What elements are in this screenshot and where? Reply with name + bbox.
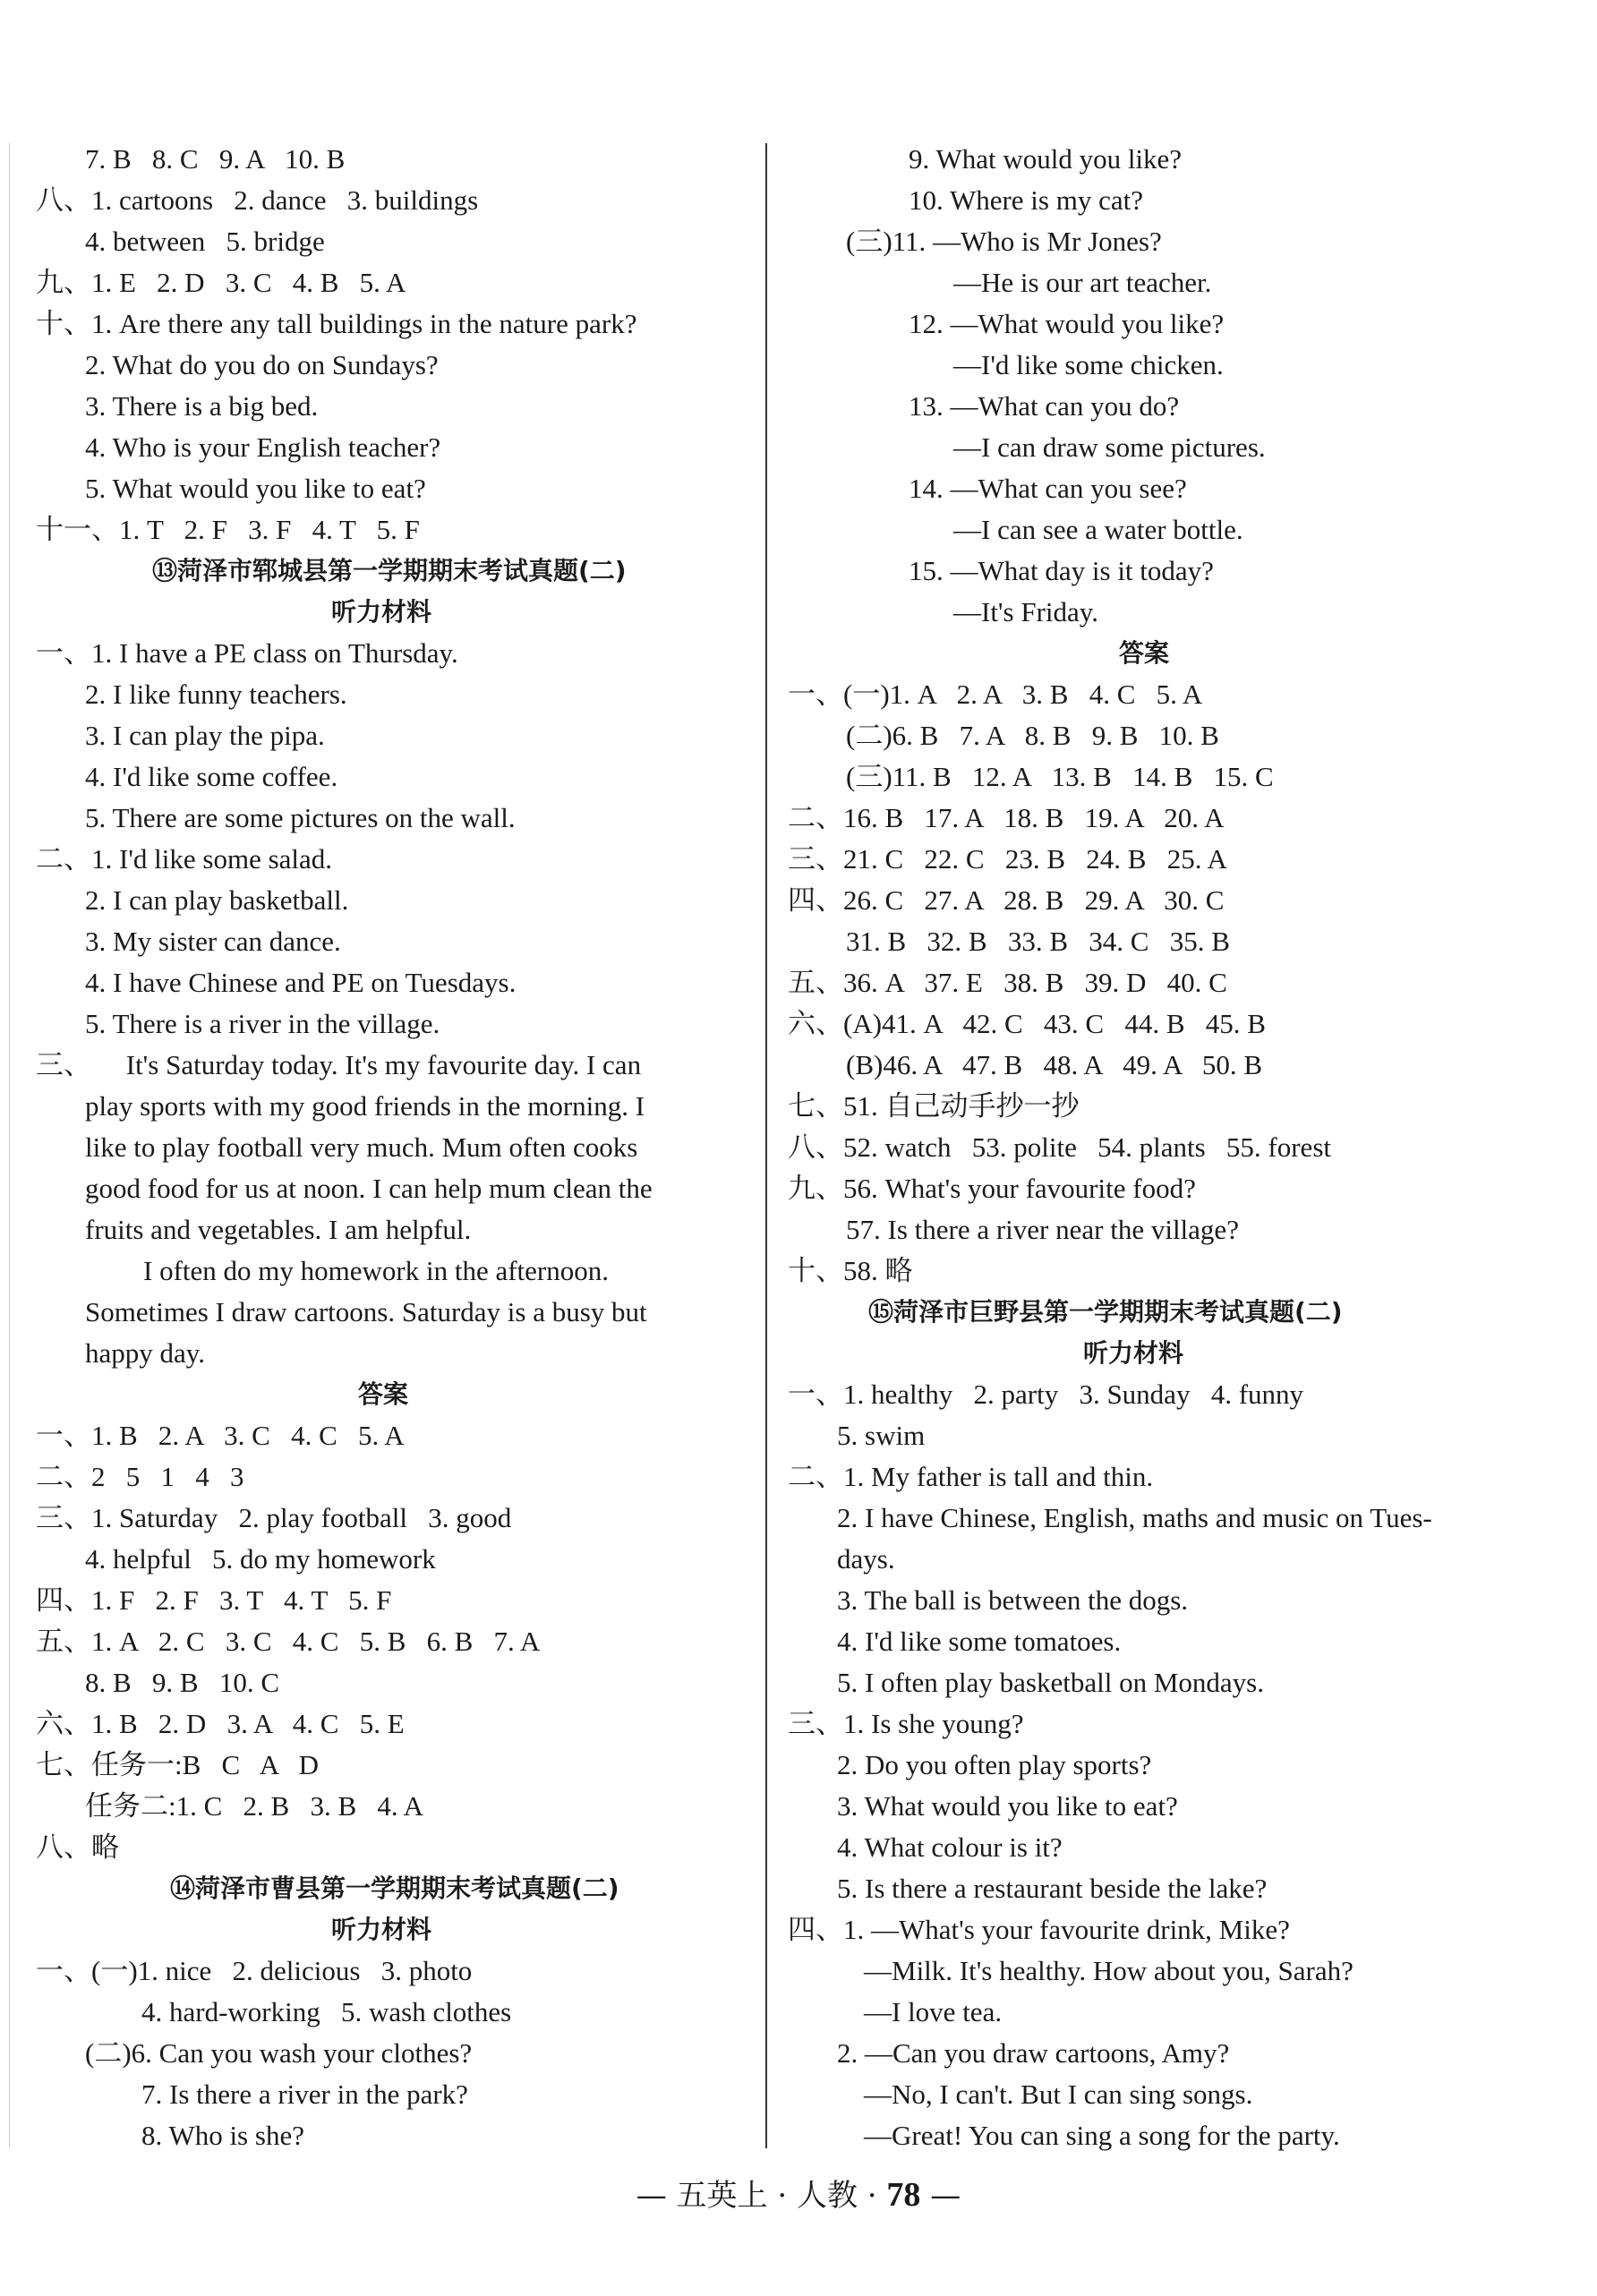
text-line: like to play football very much. Mum often cooks <box>85 1131 638 1163</box>
text-line: 九、1. E 2. D 3. C 4. B 5. A <box>36 267 406 298</box>
text-line: 9. What would you like? <box>909 143 1183 175</box>
text-line: 5. I often play basketball on Mondays. <box>837 1667 1264 1698</box>
section-heading: 听力材料 <box>331 1915 432 1944</box>
text-line: 二、16. B 17. A 18. B 19. A 20. A <box>788 802 1225 833</box>
text-line: —No, I can't. But I can sing songs. <box>864 2078 1253 2110</box>
text-line: 5. There is a river in the village. <box>85 1008 440 1039</box>
text-line: —I can see a water bottle. <box>953 514 1243 545</box>
text-line: 五、1. A 2. C 3. C 4. C 5. B 6. B 7. A <box>36 1626 541 1657</box>
text-line: 4. I have Chinese and PE on Tuesdays. <box>85 967 517 998</box>
text-line: 四、1. F 2. F 3. T 4. T 5. F <box>36 1584 392 1616</box>
text-line: 八、1. cartoons 2. dance 3. buildings <box>36 184 479 216</box>
section-heading: 听力材料 <box>331 597 432 627</box>
text-line: 4. What colour is it? <box>837 1831 1063 1863</box>
text-line: I often do my homework in the afternoon. <box>143 1255 609 1286</box>
text-line: 14. —What can you see? <box>909 473 1187 504</box>
text-line: 4. I'd like some tomatoes. <box>837 1626 1122 1657</box>
text-line: 12. —What would you like? <box>909 308 1225 339</box>
text-line: Sometimes I draw cartoons. Saturday is a busy but <box>85 1296 647 1327</box>
text-line: 一、(一)1. A 2. A 3. B 4. C 5. A <box>788 679 1203 710</box>
footer-book-label: — 五英上 · 人教 · <box>636 2178 877 2214</box>
text-line: (三)11. —Who is Mr Jones? <box>846 226 1162 257</box>
column-divider <box>765 143 767 2148</box>
left-margin-rule <box>9 143 10 2148</box>
text-line: 三、21. C 22. C 23. B 24. B 25. A <box>788 843 1227 875</box>
text-line: 八、略 <box>36 1831 119 1863</box>
text-line: 三、1. Saturday 2. play football 3. good <box>36 1502 512 1533</box>
text-line: play sports with my good friends in the morning. I <box>85 1090 645 1122</box>
text-line: 2. I can play basketball. <box>85 884 349 916</box>
text-line: happy day. <box>85 1337 206 1369</box>
text-line: 任务二:1. C 2. B 3. B 4. A <box>85 1790 424 1822</box>
text-line: 3. My sister can dance. <box>85 926 341 957</box>
text-line: 六、1. B 2. D 3. A 4. C 5. E <box>36 1708 405 1739</box>
text-line: days. <box>837 1543 895 1575</box>
text-line: —It's Friday. <box>953 596 1099 627</box>
text-line: 4. hard-working 5. wash clothes <box>141 1996 512 2027</box>
text-line: 8. Who is she? <box>141 2120 304 2151</box>
section-heading: 答案 <box>358 1379 409 1409</box>
text-line: 四、26. C 27. A 28. B 29. A 30. C <box>788 884 1225 916</box>
text-line: 4. I'd like some coffee. <box>85 761 338 792</box>
text-line: 3. There is a big bed. <box>85 390 319 422</box>
text-line: 4. between 5. bridge <box>85 226 325 257</box>
text-line: 三、1. Is she young? <box>788 1708 1024 1739</box>
text-line: 2. —Can you draw cartoons, Amy? <box>837 2037 1230 2069</box>
text-line: —I can draw some pictures. <box>953 431 1266 463</box>
text-line: 八、52. watch 53. polite 54. plants 55. forest <box>788 1131 1331 1163</box>
text-line: 31. B 32. B 33. B 34. C 35. B <box>846 926 1230 957</box>
footer-dash: — <box>930 2178 961 2214</box>
text-line: 5. There are some pictures on the wall. <box>85 802 516 833</box>
text-line: 3. I can play the pipa. <box>85 720 325 751</box>
text-line: 4. Who is your English teacher? <box>85 431 441 463</box>
text-line: 十一、1. T 2. F 3. F 4. T 5. F <box>36 514 420 545</box>
text-line: 8. B 9. B 10. C <box>85 1667 280 1698</box>
text-line: —I love tea. <box>864 1996 1003 2027</box>
page-number: 78 <box>886 2176 921 2214</box>
section-heading: 听力材料 <box>1083 1338 1184 1368</box>
text-line: (二)6. B 7. A 8. B 9. B 10. B <box>846 720 1219 751</box>
text-line: 五、36. A 37. E 38. B 39. D 40. C <box>788 967 1227 998</box>
text-line: 十、58. 略 <box>788 1255 913 1286</box>
page-footer <box>0 2171 1597 2215</box>
text-line: 四、1. —What's your favourite drink, Mike? <box>788 1914 1290 1945</box>
text-line: (三)11. B 12. A 13. B 14. B 15. C <box>846 761 1274 792</box>
text-line: (B)46. A 47. B 48. A 49. A 50. B <box>846 1049 1263 1080</box>
text-line: good food for us at noon. I can help mum clean the <box>85 1173 653 1204</box>
text-line: 2. Do you often play sports? <box>837 1749 1152 1780</box>
text-line: —Milk. It's healthy. How about you, Sarah? <box>864 1955 1354 1986</box>
text-line: 5. Is there a restaurant beside the lake? <box>837 1873 1268 1904</box>
text-line: 2. What do you do on Sundays? <box>85 349 439 380</box>
text-line: 二、2 5 1 4 3 <box>36 1461 244 1492</box>
section-heading: ⑭菏泽市曹县第一学期期末考试真题(二) <box>170 1874 619 1903</box>
section-heading: ⑮菏泽市巨野县第一学期期末考试真题(二) <box>868 1297 1343 1327</box>
text-line: 5. What would you like to eat? <box>85 473 426 504</box>
section-heading: 答案 <box>1119 638 1170 668</box>
text-line: 二、1. I'd like some salad. <box>36 843 333 875</box>
text-line: 7. Is there a river in the park? <box>141 2078 468 2110</box>
text-line: 5. swim <box>837 1420 926 1451</box>
text-line: 十、1. Are there any tall buildings in the nature park? <box>36 308 637 339</box>
text-line: 4. helpful 5. do my homework <box>85 1543 436 1575</box>
text-line: (二)6. Can you wash your clothes? <box>85 2037 473 2069</box>
text-line: —I'd like some chicken. <box>953 349 1224 380</box>
text-line: 2. I have Chinese, English, maths and music on Tues- <box>837 1502 1432 1533</box>
text-line: 二、1. My father is tall and thin. <box>788 1461 1154 1492</box>
section-heading: ⑬菏泽市郓城县第一学期期末考试真题(二) <box>152 556 627 585</box>
text-line: 一、1. healthy 2. party 3. Sunday 4. funny <box>788 1378 1304 1410</box>
text-line: 15. —What day is it today? <box>909 555 1214 586</box>
text-line: 一、(一)1. nice 2. delicious 3. photo <box>36 1955 473 1986</box>
text-line: 七、51. 自己动手抄一抄 <box>788 1090 1080 1122</box>
text-line: 3. What would you like to eat? <box>837 1790 1178 1822</box>
text-line: —Great! You can sing a song for the party. <box>864 2120 1340 2151</box>
text-line: 2. I like funny teachers. <box>85 679 347 710</box>
text-line: 13. —What can you do? <box>909 390 1180 422</box>
text-line: 7. B 8. C 9. A 10. B <box>85 143 346 175</box>
text-line: 3. The ball is between the dogs. <box>837 1584 1189 1616</box>
text-line: 三、 It's Saturday today. It's my favourite day. I can <box>36 1049 642 1080</box>
text-line: 一、1. I have a PE class on Thursday. <box>36 637 458 669</box>
text-line: 七、任务一:B C A D <box>36 1749 320 1780</box>
text-line: 九、56. What's your favourite food? <box>788 1173 1196 1204</box>
text-line: 一、1. B 2. A 3. C 4. C 5. A <box>36 1420 405 1451</box>
text-line: 57. Is there a river near the village? <box>846 1214 1239 1245</box>
text-line: fruits and vegetables. I am helpful. <box>85 1214 472 1245</box>
text-line: 10. Where is my cat? <box>909 184 1143 216</box>
text-line: 六、(A)41. A 42. C 43. C 44. B 45. B <box>788 1008 1266 1039</box>
text-line: —He is our art teacher. <box>953 267 1212 298</box>
